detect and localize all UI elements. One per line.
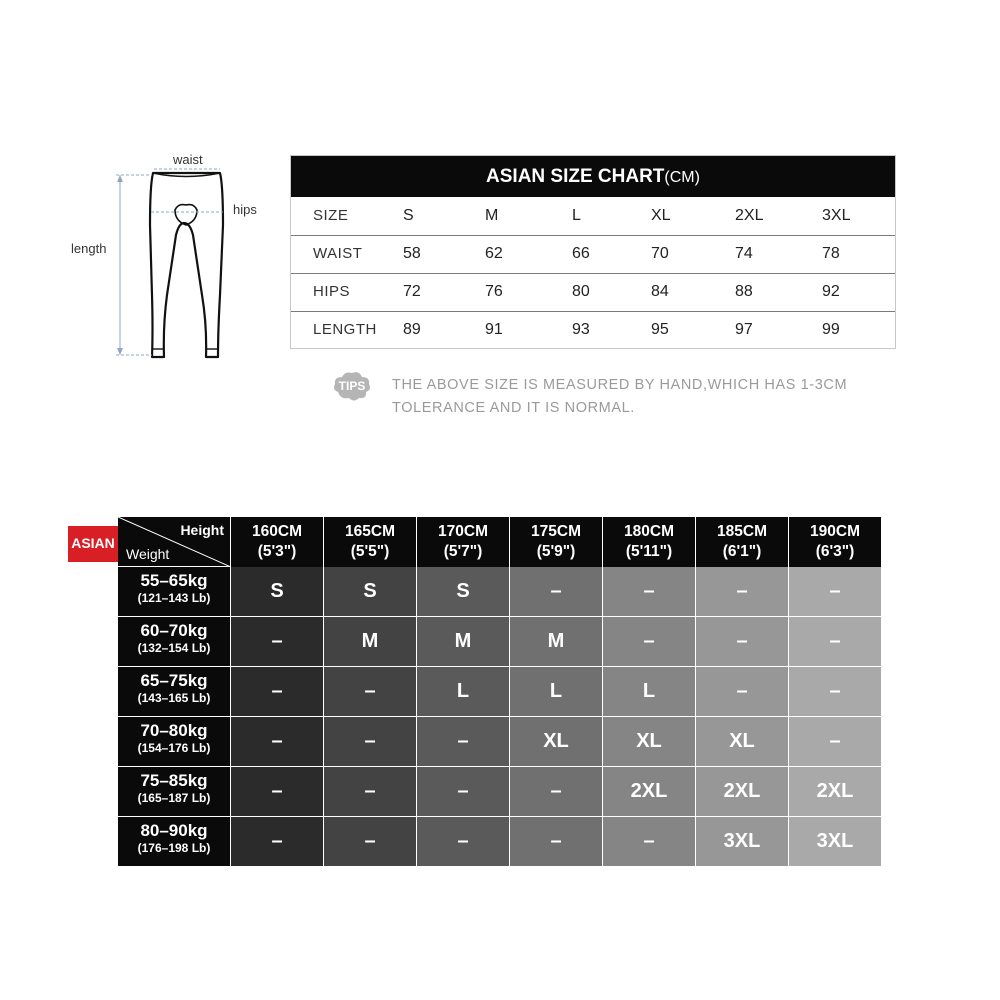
pants-diagram — [60, 145, 275, 370]
cell: 3XL — [822, 207, 851, 224]
height-cm: 180CM — [624, 523, 674, 540]
height-column-header — [231, 517, 324, 567]
size-recommendation-cell: – — [324, 767, 417, 817]
height-ft: (6'1") — [722, 543, 762, 560]
size-recommendation-cell: – — [789, 567, 882, 617]
cell: XL — [651, 207, 671, 224]
height-cm: 175CM — [531, 523, 581, 540]
row-label: WAIST — [313, 245, 363, 262]
weight-kg: 70–80kg — [140, 721, 208, 740]
weight-lb: (143–165 Lb) — [137, 691, 211, 705]
size-recommendation-cell: XL — [696, 717, 789, 767]
weight-row-header — [118, 567, 231, 617]
size-recommendation-cell: 2XL — [696, 767, 789, 817]
weight-kg: 55–65kg — [140, 571, 208, 590]
tips-badge-icon — [332, 370, 372, 404]
weight-lb: (132–154 Lb) — [137, 641, 211, 655]
size-chart-table — [290, 155, 896, 349]
pants-outline-icon — [60, 145, 275, 370]
size-recommendation-cell: – — [231, 617, 324, 667]
cell: 88 — [735, 283, 753, 300]
cell: L — [572, 207, 581, 224]
height-ft: (5'9") — [536, 543, 576, 560]
size-recommendation-cell: XL — [603, 717, 696, 767]
height-ft: (6'3") — [815, 543, 855, 560]
size-recommendation-cell: – — [417, 767, 510, 817]
size-recommendation-cell: – — [324, 817, 417, 867]
size-recommendation-cell: – — [324, 667, 417, 717]
cell: S — [403, 207, 414, 224]
length-label: length — [71, 241, 107, 256]
size-recommendation-cell: – — [789, 667, 882, 717]
size-recommendation-cell: – — [231, 667, 324, 717]
cell: 97 — [735, 321, 753, 338]
height-ft: (5'5") — [350, 543, 390, 560]
size-recommendation-cell: S — [324, 567, 417, 617]
weight-kg: 75–85kg — [140, 771, 208, 790]
height-column-header — [696, 517, 789, 567]
row-label: LENGTH — [313, 321, 377, 338]
weight-lb: (176–198 Lb) — [137, 841, 211, 855]
row-label: HIPS — [313, 283, 351, 300]
cell: 93 — [572, 321, 590, 338]
weight-row-header — [118, 817, 231, 867]
cell: 72 — [403, 283, 421, 300]
length-row — [291, 311, 895, 349]
size-recommendation-cell: – — [510, 767, 603, 817]
size-recommendation-cell: – — [696, 667, 789, 717]
cell: 58 — [403, 245, 421, 262]
cell: 76 — [485, 283, 503, 300]
size-recommendation-cell: – — [510, 567, 603, 617]
tips-badge-label: TIPS — [338, 379, 366, 393]
row-label: SIZE — [313, 207, 349, 224]
weight-kg: 80–90kg — [140, 821, 208, 840]
cell: 66 — [572, 245, 590, 262]
size-recommendation-cell: M — [417, 617, 510, 667]
waist-row — [291, 235, 895, 274]
asian-tag — [68, 526, 124, 567]
cell: 99 — [822, 321, 840, 338]
tips-text — [392, 374, 912, 420]
size-recommendation-cell: – — [510, 817, 603, 867]
size-recommendation-cell: – — [789, 717, 882, 767]
weight-lb: (165–187 Lb) — [137, 791, 211, 805]
cell: 89 — [403, 321, 421, 338]
size-recommendation-cell: 3XL — [789, 817, 882, 867]
hips-row — [291, 273, 895, 312]
height-cm: 190CM — [810, 523, 860, 540]
size-recommendation-cell: – — [231, 717, 324, 767]
weight-row-header — [118, 667, 231, 717]
size-chart-title: ASIAN SIZE CHART(CM) — [291, 156, 895, 197]
cell: 2XL — [735, 207, 764, 224]
cell: 62 — [485, 245, 503, 262]
size-recommendation-cell: 3XL — [696, 817, 789, 867]
size-recommendation-cell: – — [603, 567, 696, 617]
cell: M — [485, 207, 499, 224]
corner-height-label: Height — [180, 522, 224, 538]
size-recommendation-cell: S — [417, 567, 510, 617]
size-recommendation-cell: XL — [510, 717, 603, 767]
size-recommendation-cell: M — [510, 617, 603, 667]
height-column-header — [789, 517, 882, 567]
height-cm: 165CM — [345, 523, 395, 540]
height-ft: (5'11") — [625, 543, 673, 560]
tips-line-1: THE ABOVE SIZE IS MEASURED BY HAND,WHICH HAS 1-3CM — [392, 377, 848, 393]
size-recommendation-cell: – — [231, 817, 324, 867]
weight-kg: 60–70kg — [140, 621, 208, 640]
height-cm: 185CM — [717, 523, 767, 540]
weight-lb: (121–143 Lb) — [137, 591, 211, 605]
height-cm: 170CM — [438, 523, 488, 540]
tips-line-2: TOLERANCE AND IT IS NORMAL. — [392, 400, 635, 416]
corner-weight-label: Weight — [126, 546, 170, 562]
height-column-header — [324, 517, 417, 567]
height-column-header — [603, 517, 696, 567]
size-recommendation-cell: – — [696, 617, 789, 667]
size-recommendation-cell: 2XL — [789, 767, 882, 817]
waist-label: waist — [173, 152, 203, 167]
size-recommendation-cell: L — [603, 667, 696, 717]
cell: 80 — [572, 283, 590, 300]
size-row — [291, 197, 895, 236]
size-recommendation-cell: M — [324, 617, 417, 667]
cell: 78 — [822, 245, 840, 262]
size-recommendation-cell: L — [417, 667, 510, 717]
size-recommendation-cell: – — [603, 817, 696, 867]
size-recommendation-cell: – — [603, 617, 696, 667]
cell: 70 — [651, 245, 669, 262]
hips-label: hips — [233, 202, 257, 217]
size-recommendation-cell: – — [696, 567, 789, 617]
cell: 74 — [735, 245, 753, 262]
weight-row-header — [118, 767, 231, 817]
size-recommendation-cell: – — [417, 817, 510, 867]
cell: 95 — [651, 321, 669, 338]
height-ft: (5'7") — [443, 543, 483, 560]
weight-kg: 65–75kg — [140, 671, 208, 690]
size-recommendation-cell: – — [417, 717, 510, 767]
height-column-header — [510, 517, 603, 567]
weight-row-header — [118, 617, 231, 667]
cell: 92 — [822, 283, 840, 300]
height-column-header — [417, 517, 510, 567]
cell: 84 — [651, 283, 669, 300]
size-recommendation-cell: 2XL — [603, 767, 696, 817]
size-recommendation-cell: – — [324, 717, 417, 767]
size-recommendation-cell: S — [231, 567, 324, 617]
height-cm: 160CM — [252, 523, 302, 540]
height-ft: (5'3") — [257, 543, 297, 560]
size-recommendation-cell: L — [510, 667, 603, 717]
weight-row-header — [118, 717, 231, 767]
cell: 91 — [485, 321, 503, 338]
grid-corner — [118, 517, 231, 567]
size-recommendation-cell: – — [789, 617, 882, 667]
asian-tag-label: ASIAN — [71, 535, 115, 551]
size-recommendation-cell: – — [231, 767, 324, 817]
weight-lb: (154–176 Lb) — [137, 741, 211, 755]
